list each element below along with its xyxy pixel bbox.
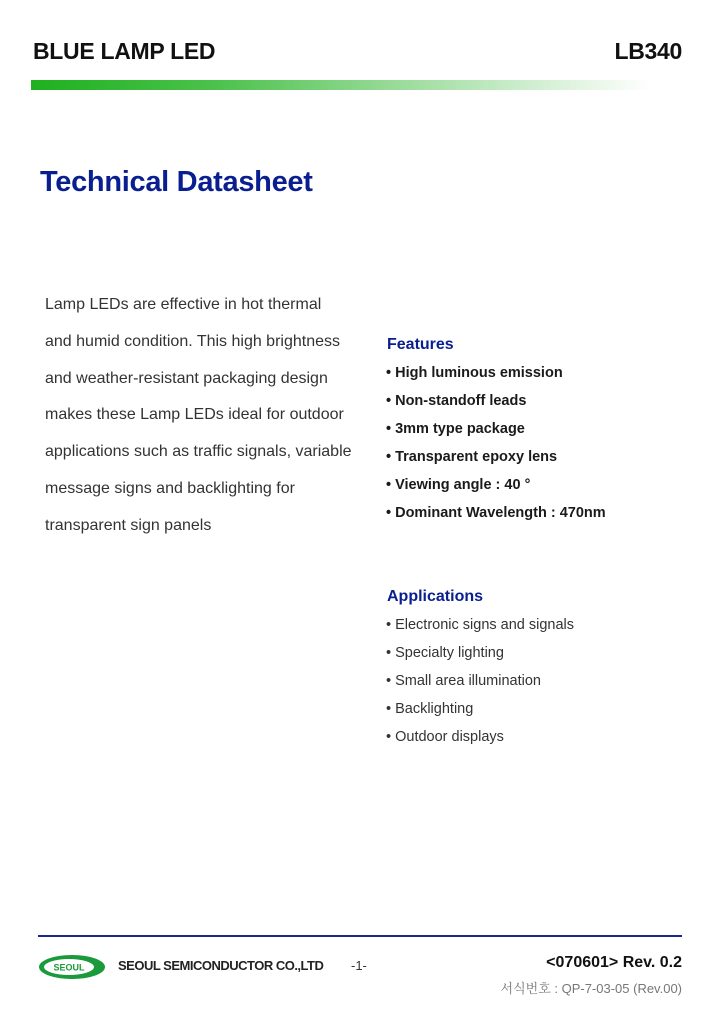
feature-item: • 3mm type package — [386, 421, 525, 437]
intro-line: and weather-resistant packaging design — [45, 369, 328, 387]
header-gradient-bar — [31, 80, 651, 90]
feature-item: • Dominant Wavelength : 470nm — [386, 505, 606, 521]
part-number: LB340 — [614, 38, 682, 64]
application-item: • Backlighting — [386, 701, 474, 717]
applications-title: Applications — [387, 588, 484, 605]
intro-line: message signs and backlighting for — [45, 479, 295, 497]
application-item: • Outdoor displays — [386, 729, 504, 745]
footer-rule — [38, 935, 682, 937]
product-title: BLUE LAMP LED — [33, 38, 216, 64]
features-title: Features — [387, 336, 454, 353]
intro-line: and humid condition. This high brightness — [45, 332, 340, 350]
application-item: • Specialty lighting — [386, 645, 504, 661]
applications-list — [386, 615, 574, 755]
intro-line: makes these Lamp LEDs ideal for outdoor — [45, 406, 344, 424]
application-item: • Small area illumination — [386, 673, 541, 689]
revision-label: <070601> Rev. 0.2 — [546, 954, 682, 971]
logo-text: SEOUL — [53, 962, 85, 973]
feature-item: • Viewing angle : 40 ° — [386, 477, 531, 493]
feature-item: • Transparent epoxy lens — [386, 449, 558, 465]
page-number: -1- — [351, 958, 367, 973]
feature-item: • High luminous emission — [386, 365, 563, 381]
intro-paragraph — [45, 290, 375, 548]
application-item: • Electronic signs and signals — [386, 617, 575, 633]
feature-item: • Non-standoff leads — [386, 393, 527, 409]
intro-line: applications such as traffic signals, variable — [45, 443, 352, 461]
intro-line: transparent sign panels — [45, 516, 212, 534]
seoul-logo — [38, 954, 106, 980]
features-list — [386, 363, 606, 531]
company-name: SEOUL SEMICONDUCTOR CO.,LTD — [118, 958, 324, 973]
document-heading: Technical Datasheet — [40, 166, 313, 198]
form-number: 서식번호 : QP-7-03-05 (Rev.00) — [500, 981, 682, 996]
intro-line: Lamp LEDs are effective in hot thermal — [45, 296, 322, 313]
